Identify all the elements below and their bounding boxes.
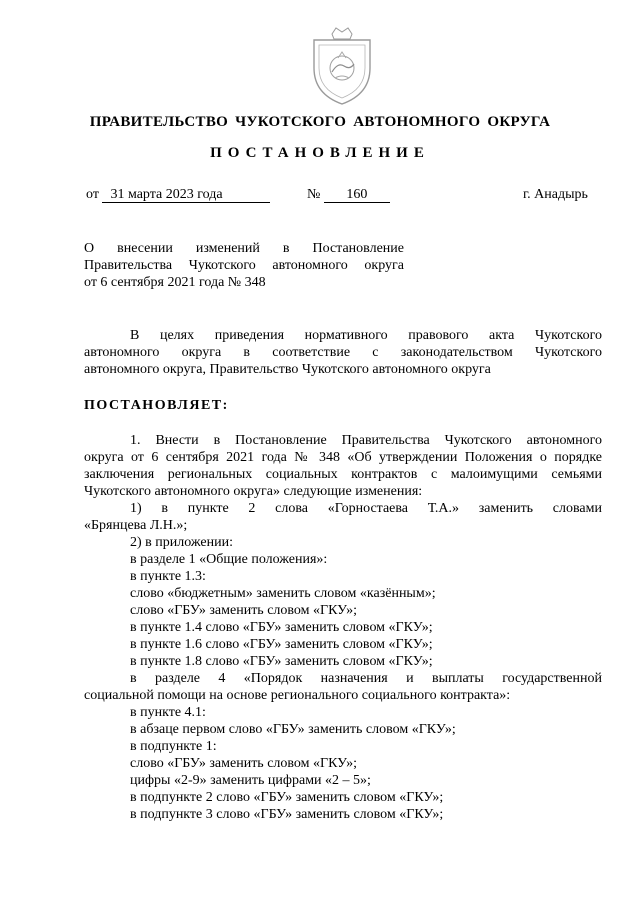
body-line: 1. Внести в Постановление Правительства Чукотского автономного [130,433,602,448]
preamble-line: В целях приведения нормативного правового акта Чукотского [130,328,602,343]
body-line: 1) в пункте 2 слова «Горностаева Т.А.» заменить словами [130,501,602,516]
list-item: в абзаце первом слово «ГБУ» заменить словом «ГКУ»; [130,722,456,737]
list-item: слово «бюджетным» заменить словом «казённым»; [130,586,436,601]
list-item: 2) в приложении: [130,535,233,550]
body-line: Чукотского автономного округа» следующие изменения: [84,484,423,499]
body-line: заключения региональных социальных контрактов с малоимущими семьями [84,467,602,482]
list-item: в пункте 1.6 слово «ГБУ» заменить словом «ГКУ»; [130,637,433,652]
document-subject [84,240,404,291]
list-item: в подпункте 2 слово «ГБУ» заменить словом «ГКУ»; [130,790,444,805]
list-item: в пункте 4.1: [130,705,206,720]
body-line: округа от 6 сентября 2021 года № 348 «Об утверждении Положения о порядке [84,450,602,465]
date-prefix: от [86,187,99,202]
body-line: в разделе 4 «Порядок назначения и выплаты государственной [130,671,602,686]
body-line: социальной помощи на основе регионального социального контракта»: [84,688,511,703]
subject-line: О внесении изменений в Постановление [84,241,404,256]
government-title: ПРАВИТЕЛЬСТВО ЧУКОТСКОГО АВТОНОМНОГО ОКРУГА [89,114,551,130]
list-item: в подпункте 1: [130,739,217,754]
list-item: слово «ГБУ» заменить словом «ГКУ»; [130,756,358,771]
subject-line: Правительства Чукотского автономного округа [84,258,404,273]
preamble [84,327,602,378]
list-item: в разделе 1 «Общие положения»: [130,552,328,567]
preamble-line: автономного округа, Правительство Чукотского автономного округа [84,362,491,377]
list-item: слово «ГБУ» заменить словом «ГКУ»; [130,603,358,618]
body-line: «Брянцева Л.Н.»; [84,518,188,533]
document-number [307,187,390,203]
list-item: в пункте 1.3: [130,569,206,584]
subject-line: от 6 сентября 2021 года № 348 [84,275,266,290]
decree-heading: ПОСТАНОВЛЯЕТ: [84,398,229,413]
list-item: в пункте 1.8 слово «ГБУ» заменить словом «ГКУ»; [130,654,433,669]
list-item: цифры «2-9» заменить цифрами «2 – 5»; [130,773,371,788]
preamble-line: автономного округа в соответствие с законодательством Чукотского [84,345,602,360]
decree-body [84,432,602,823]
number-prefix: № [307,187,321,202]
list-item: в пункте 1.4 слово «ГБУ» заменить словом «ГКУ»; [130,620,433,635]
coat-of-arms-emblem [302,24,382,110]
document-date [86,187,270,203]
list-item: в подпункте 3 слово «ГБУ» заменить словом «ГКУ»; [130,807,444,822]
document-type: ПОСТАНОВЛЕНИЕ [210,145,430,161]
number-value: 160 [324,187,390,203]
date-value: 31 марта 2023 года [102,187,270,203]
document-city: г. Анадырь [523,187,588,202]
